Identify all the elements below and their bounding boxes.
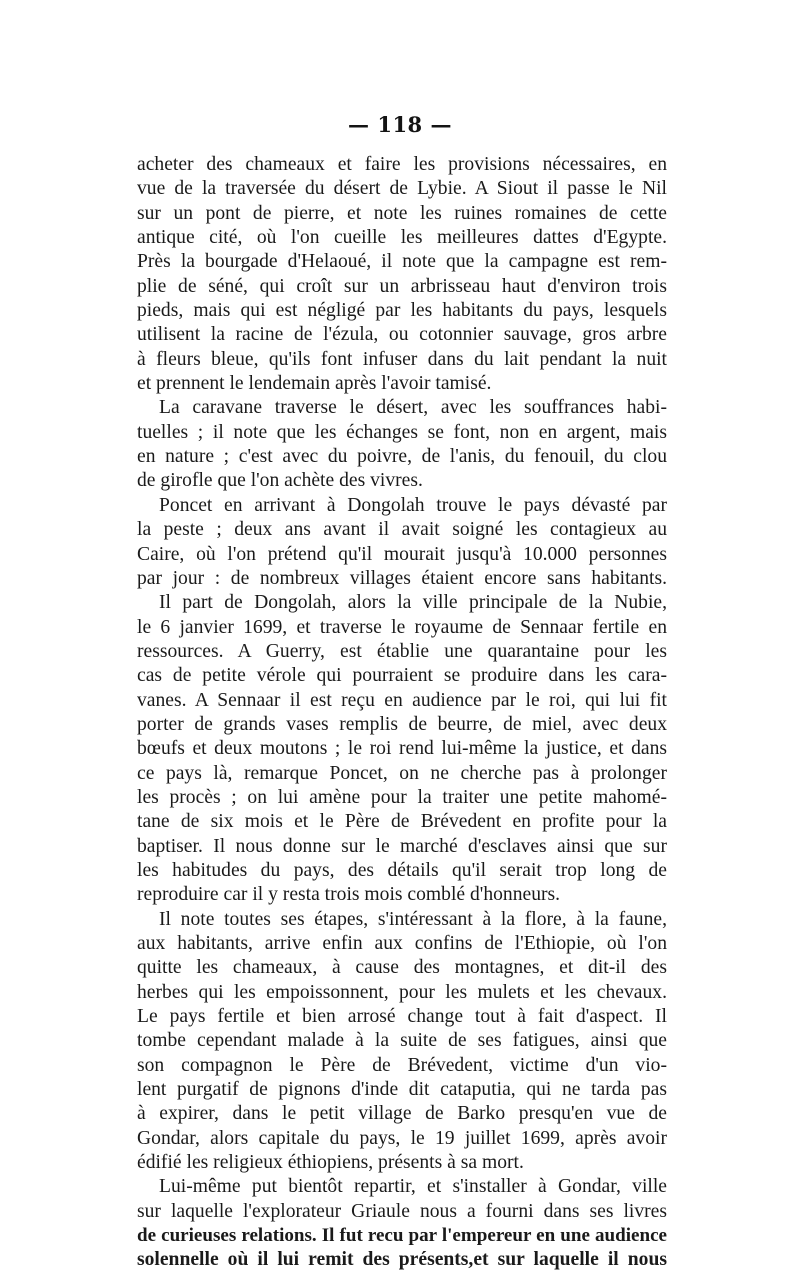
text-line: pieds, mais qui est négligé par les habitants du pays, lesquels	[137, 300, 667, 322]
text-line: herbes qui les empoissonnent, pour les mulets et les chevaux.	[137, 981, 667, 1003]
text-line: quitte les chameaux, à cause des montagnes, et dit-il des	[137, 957, 667, 979]
text-line: Près la bourgade d'Helaoué, il note que la campagne est rem-	[137, 251, 667, 273]
paragraph-first-line: Poncet en arrivant à Dongolah trouve le pays dévasté par	[159, 494, 667, 516]
text-line: tuelles ; il note que les échanges se font, non en argent, mais	[137, 421, 667, 443]
text-line: solennelle où il lui remit des présents,et sur laquelle il nous	[137, 1249, 667, 1271]
text-line: vue de la traversée du désert de Lybie. A Siout il passe le Nil	[137, 178, 667, 200]
text-line: tombe cependant malade à la suite de ses fatigues, ainsi que	[137, 1030, 667, 1052]
text-line: les procès ; on lui amène pour la traiter une petite mahomé-	[137, 786, 667, 808]
text-line: de curieuses relations. Il fut recu par l'empereur en une audience	[137, 1225, 667, 1247]
paragraph-first-line: Lui-même put bientôt repartir, et s'installer à Gondar, ville	[159, 1176, 667, 1198]
text-line: Caire, où l'on prétend qu'il mourait jusqu'à 10.000 personnes	[137, 543, 667, 565]
text-line: tane de six mois et le Père de Brévedent en profite pour la	[137, 811, 667, 833]
text-line: son compagnon le Père de Brévedent, victime d'un vio-	[137, 1054, 667, 1076]
text-line: reproduire car il y resta trois mois comblé d'honneurs.	[137, 884, 561, 906]
text-line: vanes. A Sennaar il est reçu en audience par le roi, qui lui fit	[137, 689, 667, 711]
text-line: porter de grands vases remplis de beurre, de miel, avec deux	[137, 713, 667, 735]
text-line: cas de petite vérole qui pourraient se produire dans les cara-	[137, 665, 667, 687]
text-line: ce pays là, remarque Poncet, on ne cherche pas à prolonger	[137, 762, 667, 784]
text-line: sur laquelle l'explorateur Griaule nous a fourni dans ses livres	[137, 1200, 667, 1222]
text-line: de girofle que l'on achète des vivres.	[137, 470, 423, 492]
text-line: aux habitants, arrive enfin aux confins de l'Ethiopie, où l'on	[137, 933, 667, 954]
text-line: les habitudes du pays, des détails qu'il serait trop long de	[137, 859, 667, 881]
text-line: bœufs et deux moutons ; le roi rend lui-même la justice, et dans	[137, 738, 667, 760]
text-line: acheter des chameaux et faire les provisions nécessaires, en	[137, 154, 667, 175]
page-number: — 118 —	[348, 112, 452, 137]
paragraph-first-line: La caravane traverse le désert, avec les souffrances habi-	[159, 397, 667, 419]
text-line: à fleurs bleue, qu'ils font infuser dans du lait pendant la nuit	[137, 348, 667, 370]
text-line: ressources. A Guerry, est établie une quarantaine pour les	[137, 640, 667, 662]
text-line: et prennent le lendemain après l'avoir tamisé.	[137, 373, 492, 395]
paragraph-first-line: Il part de Dongolah, alors la ville principale de la Nubie,	[159, 592, 667, 614]
text-line: édifié les religieux éthiopiens, présents à sa mort.	[137, 1152, 524, 1174]
text-line: lent purgatif de pignons d'inde dit cataputia, qui ne tarda pas	[137, 1079, 667, 1101]
text-line: Le pays fertile et bien arrosé change tout à fait d'aspect. Il	[137, 1006, 667, 1028]
text-line: Gondar, alors capitale du pays, le 19 juillet 1699, après avoir	[137, 1127, 667, 1149]
text-line: utilisent la racine de l'ézula, ou cotonnier sauvage, gros arbre	[137, 324, 667, 346]
body-text	[137, 153, 667, 1273]
paragraph-first-line: Il note toutes ses étapes, s'intéressant à la flore, à la faune,	[159, 908, 667, 930]
text-line: antique cité, où l'on cueille les meilleures dattes d'Egypte.	[137, 227, 667, 249]
text-line: plie de séné, qui croît sur un arbrisseau haut d'environ trois	[137, 275, 667, 297]
text-line: le 6 janvier 1699, et traverse le royaume de Sennaar fertile en	[137, 616, 667, 638]
text-line: à expirer, dans le petit village de Barko presqu'en vue de	[137, 1103, 667, 1125]
text-line: sur un pont de pierre, et note les ruines romaines de cette	[137, 202, 667, 224]
text-line: la peste ; deux ans avant il avait soigné les contagieux au	[137, 519, 667, 541]
text-line: baptiser. Il nous donne sur le marché d'esclaves ainsi que sur	[137, 835, 667, 857]
text-line: en nature ; c'est avec du poivre, de l'anis, du fenouil, du clou	[137, 446, 667, 468]
text-line: par jour : de nombreux villages étaient encore sans habitants.	[137, 567, 667, 589]
